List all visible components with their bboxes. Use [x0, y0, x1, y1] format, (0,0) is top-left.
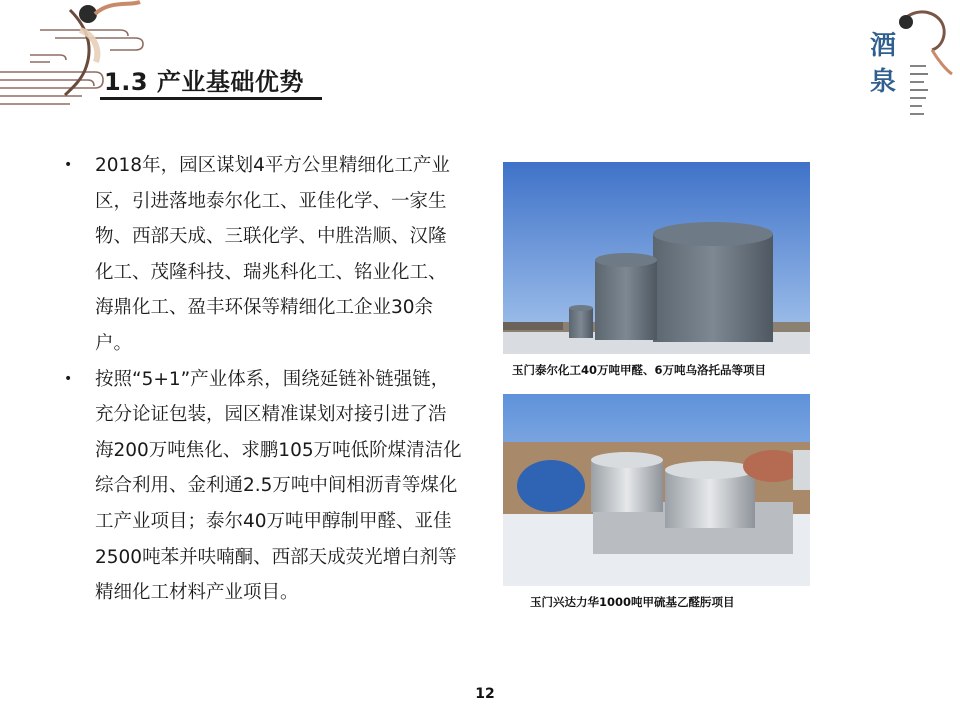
title-underline [100, 97, 322, 100]
logo-char-jiu: 酒 [870, 31, 897, 61]
bullet-text: 2018年，园区谋划4平方公里精细化工产业区，引进落地泰尔化工、亚佳化学、一家生物、西部天成、三联化学、中胜浩顺、汉隆化工、茂隆科技、瑞兆科化工、铭业化工、海鼎化工、盈丰环保等精细化工企业30余户。 [95, 155, 450, 354]
bullet-item [62, 148, 462, 362]
bullet-list [62, 148, 462, 611]
photo-caption: 玉门兴达力华1000吨甲硫基乙醛肟项目 [530, 595, 735, 609]
reactor-equipment-photo [503, 394, 810, 586]
jiuquan-logo [840, 0, 960, 130]
slide-title: 1.3 产业基础优势 [104, 68, 304, 96]
logo-char-quan: 泉 [870, 67, 897, 97]
bullet-text: 按照“5+1”产业体系，围绕延链补链强链，充分论证包装，园区精准谋划对接引进了浩海200万吨焦化、求鹏105万吨低阶煤清洁化综合利用、金利通2.5万吨中间相沥青等煤化工产业项目；泰尔40万吨甲醇制甲醛、亚佳2500吨苯并呋喃酮、西部天成荧光增白剂等精细化工材料产业项目。 [95, 368, 462, 604]
bullet-dot: • [64, 370, 73, 387]
page-number: 12 [475, 686, 495, 702]
photo-caption: 玉门泰尔化工40万吨甲醛、6万吨乌洛托品等项目 [512, 363, 767, 377]
bullet-item [62, 362, 462, 611]
storage-tanks-photo [503, 162, 810, 354]
bullet-dot: • [64, 157, 73, 173]
